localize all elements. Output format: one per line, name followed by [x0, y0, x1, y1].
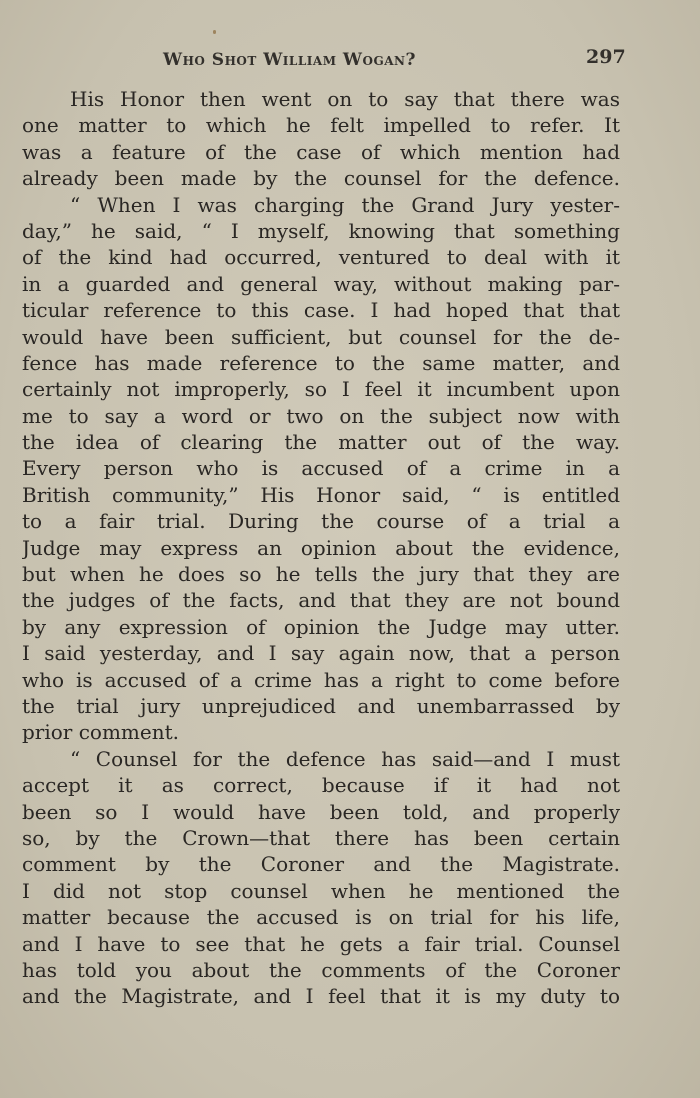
- text-line: prior comment.: [22, 720, 180, 745]
- text-line: but when he does so he tells the jury that they are: [22, 562, 620, 587]
- text-line: would have been sufficient, but counsel for the de-: [22, 324, 620, 349]
- text-line: by any expression of opinion the Judge may utter.: [22, 614, 620, 639]
- text-line: already been made by the counsel for the defence.: [22, 166, 620, 191]
- text-line: “ Counsel for the defence has said—and I must: [70, 746, 620, 771]
- text-line: one matter to which he felt impelled to refer. It: [22, 113, 620, 138]
- text-line: Judge may express an opinion about the evidence,: [22, 535, 620, 560]
- ink-speck: [213, 30, 216, 34]
- text-line: “ When I was charging the Grand Jury yester-: [70, 192, 620, 217]
- text-line: fence has made reference to the same matter, and: [22, 350, 620, 375]
- text-line: comment by the Coroner and the Magistrate.: [22, 852, 620, 877]
- text-line: certainly not improperly, so I feel it incumbent upon: [22, 377, 620, 402]
- running-title: Who Shot William Wogan?: [163, 50, 416, 70]
- text-line: in a guarded and general way, without making par-: [22, 271, 620, 296]
- body-text: [22, 86, 620, 1010]
- text-line: accept it as correct, because if it had not: [22, 773, 620, 798]
- text-line: I said yesterday, and I say again now, that a person: [22, 641, 620, 666]
- text-line: the idea of clearing the matter out of the way.: [22, 430, 620, 455]
- text-line: who is accused of a crime has a right to come before: [22, 667, 620, 692]
- text-line: matter because the accused is on trial for his life,: [22, 905, 620, 930]
- text-line: and the Magistrate, and I feel that it is my duty to: [22, 984, 620, 1009]
- text-line: been so I would have been told, and properly: [22, 799, 620, 824]
- text-line: me to say a word or two on the subject now with: [22, 403, 620, 428]
- text-line: so, by the Crown—that there has been certain: [22, 825, 620, 850]
- text-line: the trial jury unprejudiced and unembarrassed by: [22, 693, 620, 718]
- text-line: the judges of the facts, and that they are not bound: [22, 588, 620, 613]
- page-number: 297: [586, 46, 626, 68]
- text-line: of the kind had occurred, ventured to deal with it: [22, 245, 620, 270]
- text-line: Every person who is accused of a crime in a: [22, 456, 620, 481]
- text-line: British community,” His Honor said, “ is entitled: [22, 482, 620, 507]
- text-line: His Honor then went on to say that there was: [70, 87, 620, 111]
- text-line: ticular reference to this case. I had hoped that that: [22, 298, 620, 323]
- text-line: I did not stop counsel when he mentioned the: [22, 878, 620, 903]
- text-line: has told you about the comments of the Coroner: [22, 957, 620, 982]
- text-line: and I have to see that he gets a fair trial. Counsel: [22, 931, 620, 956]
- text-line: was a feature of the case of which mention had: [22, 139, 620, 164]
- text-line: to a fair trial. During the course of a trial a: [22, 509, 620, 534]
- running-head: [0, 46, 700, 74]
- text-line: day,” he said, “ I myself, knowing that something: [22, 218, 620, 243]
